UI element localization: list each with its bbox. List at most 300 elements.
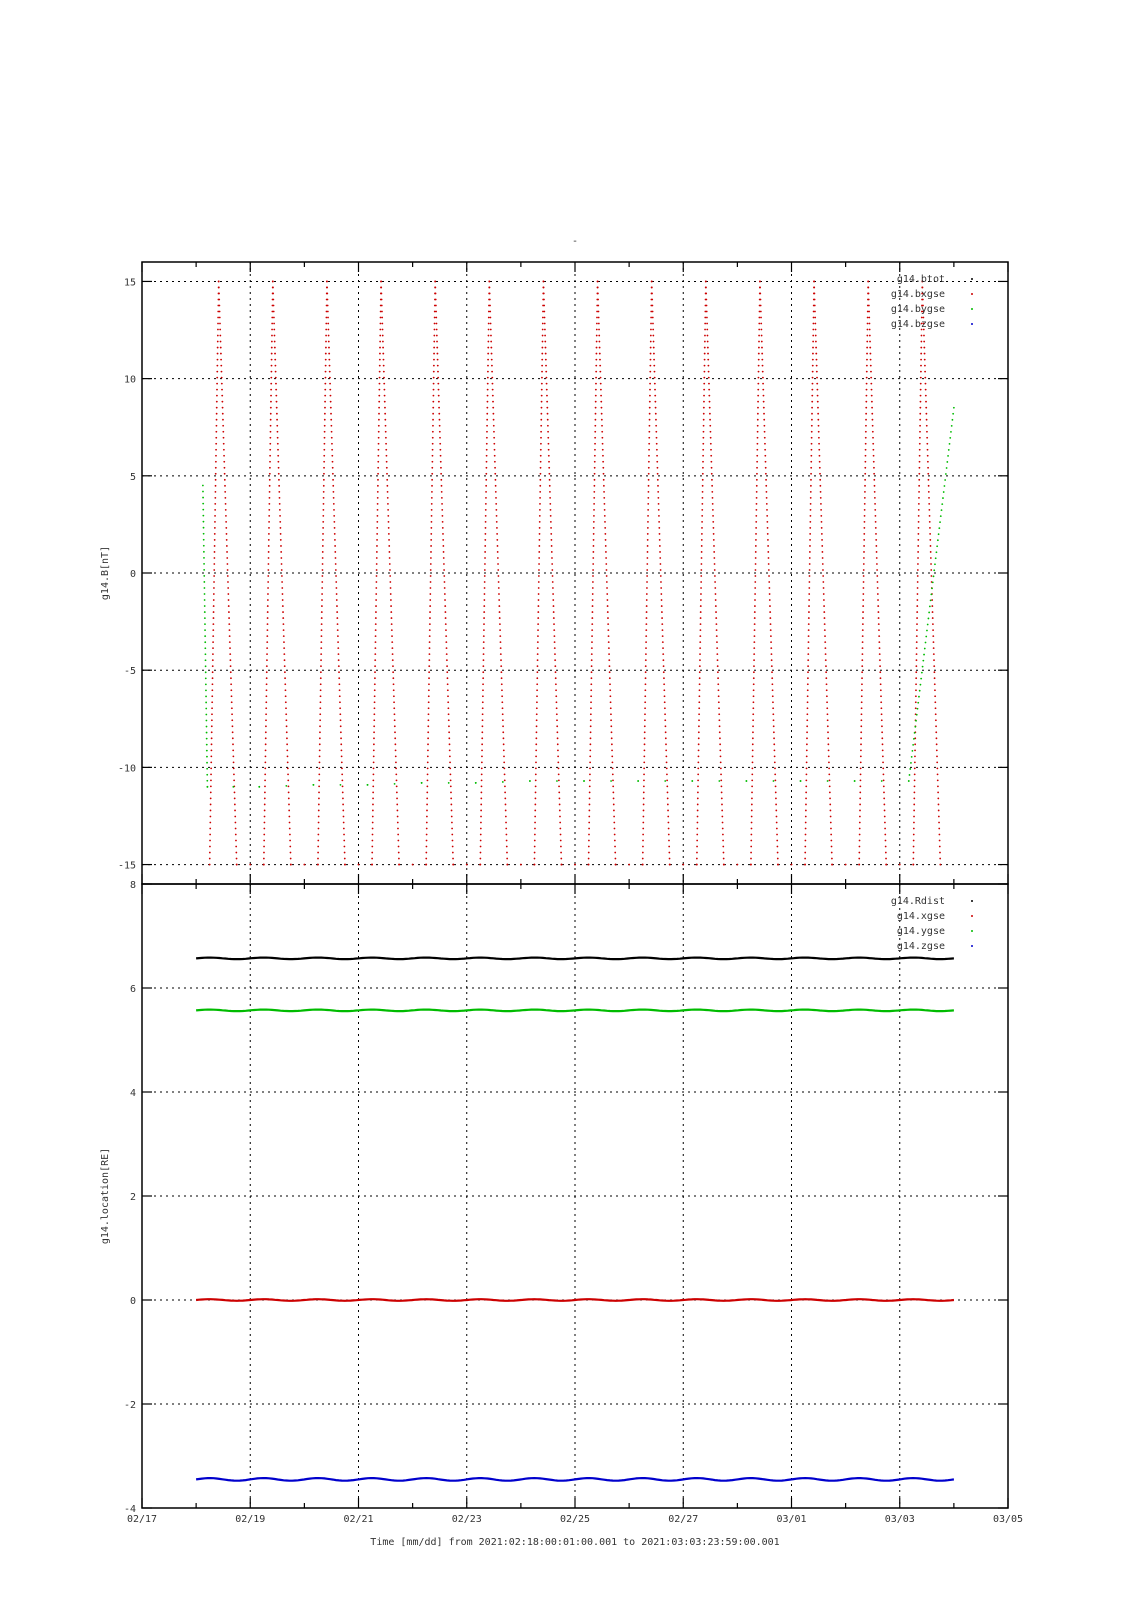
y-tick-label: -5 bbox=[123, 666, 136, 678]
data-point bbox=[486, 461, 488, 463]
data-point bbox=[482, 671, 484, 673]
data-point bbox=[547, 419, 549, 421]
data-point bbox=[265, 719, 267, 721]
data-point bbox=[698, 719, 700, 721]
data-point bbox=[220, 341, 222, 343]
data-point bbox=[537, 659, 539, 661]
data-point bbox=[443, 551, 445, 553]
data-point bbox=[376, 533, 378, 535]
data-point bbox=[865, 449, 867, 451]
data-point bbox=[658, 515, 660, 517]
data-point bbox=[930, 551, 932, 553]
data-point bbox=[813, 323, 815, 325]
data-point bbox=[649, 419, 651, 421]
data-point bbox=[918, 509, 920, 511]
data-point bbox=[713, 545, 715, 547]
data-point bbox=[859, 822, 861, 824]
data-point bbox=[642, 852, 644, 854]
data-point bbox=[534, 834, 536, 836]
data-point bbox=[343, 828, 345, 830]
data-point bbox=[598, 311, 600, 313]
data-point bbox=[875, 521, 877, 523]
data-point bbox=[539, 497, 541, 499]
data-point bbox=[652, 311, 654, 313]
data-point bbox=[752, 707, 754, 709]
data-point bbox=[815, 335, 817, 337]
data-point bbox=[604, 503, 606, 505]
data-point bbox=[537, 629, 539, 631]
data-point bbox=[393, 683, 395, 685]
data-point bbox=[432, 401, 434, 403]
data-point bbox=[702, 455, 704, 457]
data-point bbox=[805, 798, 807, 800]
data-point bbox=[426, 810, 428, 812]
data-point bbox=[377, 509, 379, 511]
data-point bbox=[318, 828, 320, 830]
data-point bbox=[539, 491, 541, 493]
data-point bbox=[439, 425, 441, 427]
data-point bbox=[378, 437, 380, 439]
data-point bbox=[822, 563, 824, 565]
data-point bbox=[343, 840, 345, 842]
data-point bbox=[601, 437, 603, 439]
data-point bbox=[613, 804, 615, 806]
data-point bbox=[374, 689, 376, 691]
data-point bbox=[770, 641, 772, 643]
data-point bbox=[500, 653, 502, 655]
data-point bbox=[283, 647, 285, 649]
data-point bbox=[926, 443, 928, 445]
data-point bbox=[713, 539, 715, 541]
data-point bbox=[432, 449, 434, 451]
data-point bbox=[223, 443, 225, 445]
data-point bbox=[928, 503, 930, 505]
data-point bbox=[433, 395, 435, 397]
data-point bbox=[667, 792, 669, 794]
data-point bbox=[928, 497, 930, 499]
data-point bbox=[594, 455, 596, 457]
data-point bbox=[715, 611, 717, 613]
data-point bbox=[644, 713, 646, 715]
data-point bbox=[213, 611, 215, 613]
data-point bbox=[808, 641, 810, 643]
data-point bbox=[389, 569, 391, 571]
data-point bbox=[805, 822, 807, 824]
data-point bbox=[607, 599, 609, 601]
data-point bbox=[717, 671, 719, 673]
data-point bbox=[598, 329, 600, 331]
data-point bbox=[225, 515, 227, 517]
y-tick-label: 15 bbox=[123, 277, 136, 289]
data-point bbox=[771, 683, 773, 685]
data-point bbox=[699, 677, 701, 679]
data-point bbox=[936, 761, 938, 763]
data-point bbox=[604, 509, 606, 511]
data-point bbox=[482, 719, 484, 721]
data-point bbox=[830, 816, 832, 818]
data-point bbox=[908, 780, 910, 782]
data-point bbox=[806, 749, 808, 751]
data-point bbox=[611, 755, 613, 757]
data-point bbox=[704, 365, 706, 367]
data-point bbox=[267, 599, 269, 601]
data-point bbox=[591, 635, 593, 637]
data-point bbox=[810, 497, 812, 499]
data-point bbox=[551, 539, 553, 541]
data-point bbox=[323, 497, 325, 499]
data-point bbox=[264, 822, 266, 824]
data-point bbox=[919, 449, 921, 451]
data-point bbox=[594, 443, 596, 445]
data-point bbox=[912, 750, 914, 752]
data-point bbox=[702, 491, 704, 493]
data-point bbox=[484, 545, 486, 547]
data-point bbox=[697, 816, 699, 818]
data-point bbox=[436, 341, 438, 343]
data-point bbox=[378, 401, 380, 403]
data-point bbox=[919, 437, 921, 439]
data-point bbox=[916, 635, 918, 637]
data-point bbox=[213, 599, 215, 601]
data-point bbox=[538, 593, 540, 595]
data-point bbox=[861, 695, 863, 697]
data-point bbox=[808, 611, 810, 613]
data-point bbox=[646, 569, 648, 571]
data-point bbox=[318, 816, 320, 818]
data-point bbox=[376, 539, 378, 541]
data-point bbox=[654, 389, 656, 391]
data-point bbox=[936, 749, 938, 751]
data-point bbox=[275, 389, 277, 391]
data-point bbox=[538, 563, 540, 565]
data-point bbox=[373, 767, 375, 769]
data-point bbox=[540, 431, 542, 433]
data-point bbox=[757, 413, 759, 415]
x-tick-label: 03/03 bbox=[884, 1514, 915, 1525]
data-point bbox=[342, 798, 344, 800]
data-point bbox=[495, 497, 497, 499]
data-point bbox=[546, 377, 548, 379]
data-point bbox=[610, 701, 612, 703]
data-point bbox=[918, 491, 920, 493]
data-point bbox=[710, 461, 712, 463]
data-point bbox=[394, 731, 396, 733]
data-point bbox=[701, 539, 703, 541]
data-point bbox=[498, 575, 500, 577]
data-point bbox=[703, 425, 705, 427]
data-point bbox=[502, 719, 504, 721]
data-point bbox=[539, 515, 541, 517]
data-point bbox=[606, 569, 608, 571]
data-point bbox=[595, 365, 597, 367]
data-point bbox=[445, 635, 447, 637]
data-point bbox=[645, 659, 647, 661]
data-point bbox=[884, 810, 886, 812]
data-point bbox=[791, 864, 793, 866]
data-point bbox=[271, 317, 273, 319]
data-point bbox=[926, 419, 928, 421]
data-point bbox=[811, 407, 813, 409]
data-point bbox=[371, 864, 373, 866]
data-point bbox=[648, 437, 650, 439]
data-point bbox=[428, 707, 430, 709]
data-point bbox=[775, 798, 777, 800]
data-point bbox=[270, 377, 272, 379]
data-point bbox=[395, 761, 397, 763]
data-point bbox=[391, 635, 393, 637]
data-point bbox=[332, 467, 334, 469]
data-point bbox=[916, 617, 918, 619]
data-point bbox=[643, 767, 645, 769]
data-point bbox=[320, 695, 322, 697]
data-point bbox=[814, 293, 816, 295]
data-point bbox=[218, 299, 220, 301]
data-point bbox=[559, 822, 561, 824]
data-point bbox=[267, 629, 269, 631]
data-point bbox=[769, 617, 771, 619]
data-point bbox=[288, 786, 290, 788]
data-point bbox=[486, 431, 488, 433]
data-point bbox=[281, 569, 283, 571]
data-point bbox=[699, 641, 701, 643]
data-point bbox=[591, 641, 593, 643]
data-point bbox=[374, 671, 376, 673]
data-point bbox=[865, 455, 867, 457]
data-point bbox=[656, 437, 658, 439]
data-point bbox=[204, 629, 206, 631]
data-point bbox=[669, 858, 671, 860]
data-point bbox=[860, 755, 862, 757]
data-point bbox=[649, 395, 651, 397]
data-point bbox=[267, 575, 269, 577]
data-point bbox=[499, 611, 501, 613]
data-point bbox=[495, 485, 497, 487]
data-point bbox=[648, 473, 650, 475]
data-point bbox=[758, 365, 760, 367]
data-point bbox=[884, 816, 886, 818]
data-point bbox=[450, 780, 452, 782]
data-point bbox=[647, 497, 649, 499]
data-point bbox=[426, 828, 428, 830]
data-point bbox=[591, 617, 593, 619]
data-point bbox=[704, 347, 706, 349]
data-point bbox=[665, 725, 667, 727]
data-point bbox=[212, 671, 214, 673]
data-point bbox=[704, 317, 706, 319]
data-point bbox=[535, 786, 537, 788]
data-point bbox=[711, 473, 713, 475]
data-point bbox=[375, 623, 377, 625]
data-point bbox=[599, 359, 601, 361]
data-point bbox=[806, 743, 808, 745]
data-point bbox=[921, 672, 923, 674]
data-point bbox=[762, 365, 764, 367]
data-point bbox=[212, 635, 214, 637]
data-point bbox=[205, 671, 207, 673]
data-point bbox=[319, 719, 321, 721]
data-point bbox=[873, 455, 875, 457]
data-point bbox=[927, 473, 929, 475]
data-point bbox=[876, 563, 878, 565]
data-point bbox=[276, 419, 278, 421]
data-point bbox=[487, 341, 489, 343]
data-point bbox=[750, 858, 752, 860]
data-point bbox=[920, 678, 922, 680]
data-point bbox=[325, 365, 327, 367]
data-point bbox=[449, 767, 451, 769]
data-point bbox=[924, 365, 926, 367]
data-point bbox=[536, 719, 538, 721]
data-point bbox=[702, 443, 704, 445]
data-point bbox=[433, 359, 435, 361]
data-point bbox=[869, 329, 871, 331]
data-point bbox=[822, 581, 824, 583]
data-point bbox=[859, 816, 861, 818]
data-point bbox=[344, 858, 346, 860]
data-point bbox=[425, 858, 427, 860]
data-point bbox=[659, 551, 661, 553]
data-point bbox=[321, 581, 323, 583]
data-point bbox=[592, 581, 594, 583]
data-point bbox=[603, 491, 605, 493]
data-point bbox=[339, 689, 341, 691]
data-point bbox=[325, 335, 327, 337]
data-point bbox=[540, 437, 542, 439]
data-point bbox=[758, 377, 760, 379]
data-point bbox=[216, 383, 218, 385]
data-point bbox=[918, 497, 920, 499]
data-point bbox=[711, 491, 713, 493]
data-point bbox=[213, 581, 215, 583]
data-point bbox=[341, 780, 343, 782]
data-point bbox=[552, 587, 554, 589]
data-point bbox=[481, 773, 483, 775]
data-point bbox=[290, 858, 292, 860]
data-point bbox=[499, 629, 501, 631]
data-point bbox=[501, 695, 503, 697]
data-point bbox=[487, 401, 489, 403]
data-point bbox=[763, 395, 765, 397]
data-point bbox=[392, 677, 394, 679]
data-point bbox=[772, 707, 774, 709]
data-point bbox=[700, 599, 702, 601]
data-point bbox=[667, 810, 669, 812]
data-point bbox=[754, 599, 756, 601]
data-point bbox=[772, 713, 774, 715]
data-point bbox=[434, 317, 436, 319]
data-point bbox=[324, 407, 326, 409]
data-point bbox=[288, 798, 290, 800]
data-point bbox=[378, 413, 380, 415]
data-point bbox=[372, 834, 374, 836]
data-point bbox=[916, 659, 918, 661]
data-point bbox=[613, 816, 615, 818]
data-point bbox=[560, 840, 562, 842]
data-point bbox=[913, 822, 915, 824]
data-point bbox=[698, 731, 700, 733]
data-point bbox=[860, 780, 862, 782]
y-tick-label: 6 bbox=[129, 984, 136, 995]
data-point bbox=[919, 467, 921, 469]
legend-swatch bbox=[971, 293, 973, 295]
data-point bbox=[719, 731, 721, 733]
data-point bbox=[284, 677, 286, 679]
data-point bbox=[647, 551, 649, 553]
data-point bbox=[664, 695, 666, 697]
data-point bbox=[763, 419, 765, 421]
data-point bbox=[642, 822, 644, 824]
data-point bbox=[321, 605, 323, 607]
data-point bbox=[333, 503, 335, 505]
data-point bbox=[204, 647, 206, 649]
data-point bbox=[829, 804, 831, 806]
data-point bbox=[920, 347, 922, 349]
data-point bbox=[715, 605, 717, 607]
data-point bbox=[804, 852, 806, 854]
data-point bbox=[699, 683, 701, 685]
data-point bbox=[435, 293, 437, 295]
data-point bbox=[810, 461, 812, 463]
data-point bbox=[377, 515, 379, 517]
data-point bbox=[919, 461, 921, 463]
data-point bbox=[931, 599, 933, 601]
data-point bbox=[235, 840, 237, 842]
data-point bbox=[592, 563, 594, 565]
data-point bbox=[806, 767, 808, 769]
data-point bbox=[712, 497, 714, 499]
data-point bbox=[937, 539, 939, 541]
data-point bbox=[869, 335, 871, 337]
data-point bbox=[817, 419, 819, 421]
data-point bbox=[321, 623, 323, 625]
data-point bbox=[668, 822, 670, 824]
data-point bbox=[696, 834, 698, 836]
data-point bbox=[860, 767, 862, 769]
data-point bbox=[494, 449, 496, 451]
data-point bbox=[535, 761, 537, 763]
data-point bbox=[708, 371, 710, 373]
data-point bbox=[529, 780, 531, 782]
data-point bbox=[378, 425, 380, 427]
data-point bbox=[451, 834, 453, 836]
data-point bbox=[628, 864, 630, 866]
data-point bbox=[269, 443, 271, 445]
data-point bbox=[480, 804, 482, 806]
data-point bbox=[450, 798, 452, 800]
data-point bbox=[271, 329, 273, 331]
data-point bbox=[774, 773, 776, 775]
data-point bbox=[281, 587, 283, 589]
data-point bbox=[643, 786, 645, 788]
data-point bbox=[225, 503, 227, 505]
data-point bbox=[372, 828, 374, 830]
data-point bbox=[860, 743, 862, 745]
data-point bbox=[448, 719, 450, 721]
data-point bbox=[926, 630, 928, 632]
data-point bbox=[722, 822, 724, 824]
data-point bbox=[374, 653, 376, 655]
data-point bbox=[574, 864, 576, 866]
data-point bbox=[485, 515, 487, 517]
data-point bbox=[885, 852, 887, 854]
data-point bbox=[869, 323, 871, 325]
y-tick-label: -15 bbox=[117, 860, 136, 872]
data-point bbox=[217, 335, 219, 337]
data-point bbox=[480, 810, 482, 812]
data-point bbox=[769, 599, 771, 601]
x-tick-label: 02/25 bbox=[559, 1514, 591, 1525]
data-point bbox=[925, 383, 927, 385]
